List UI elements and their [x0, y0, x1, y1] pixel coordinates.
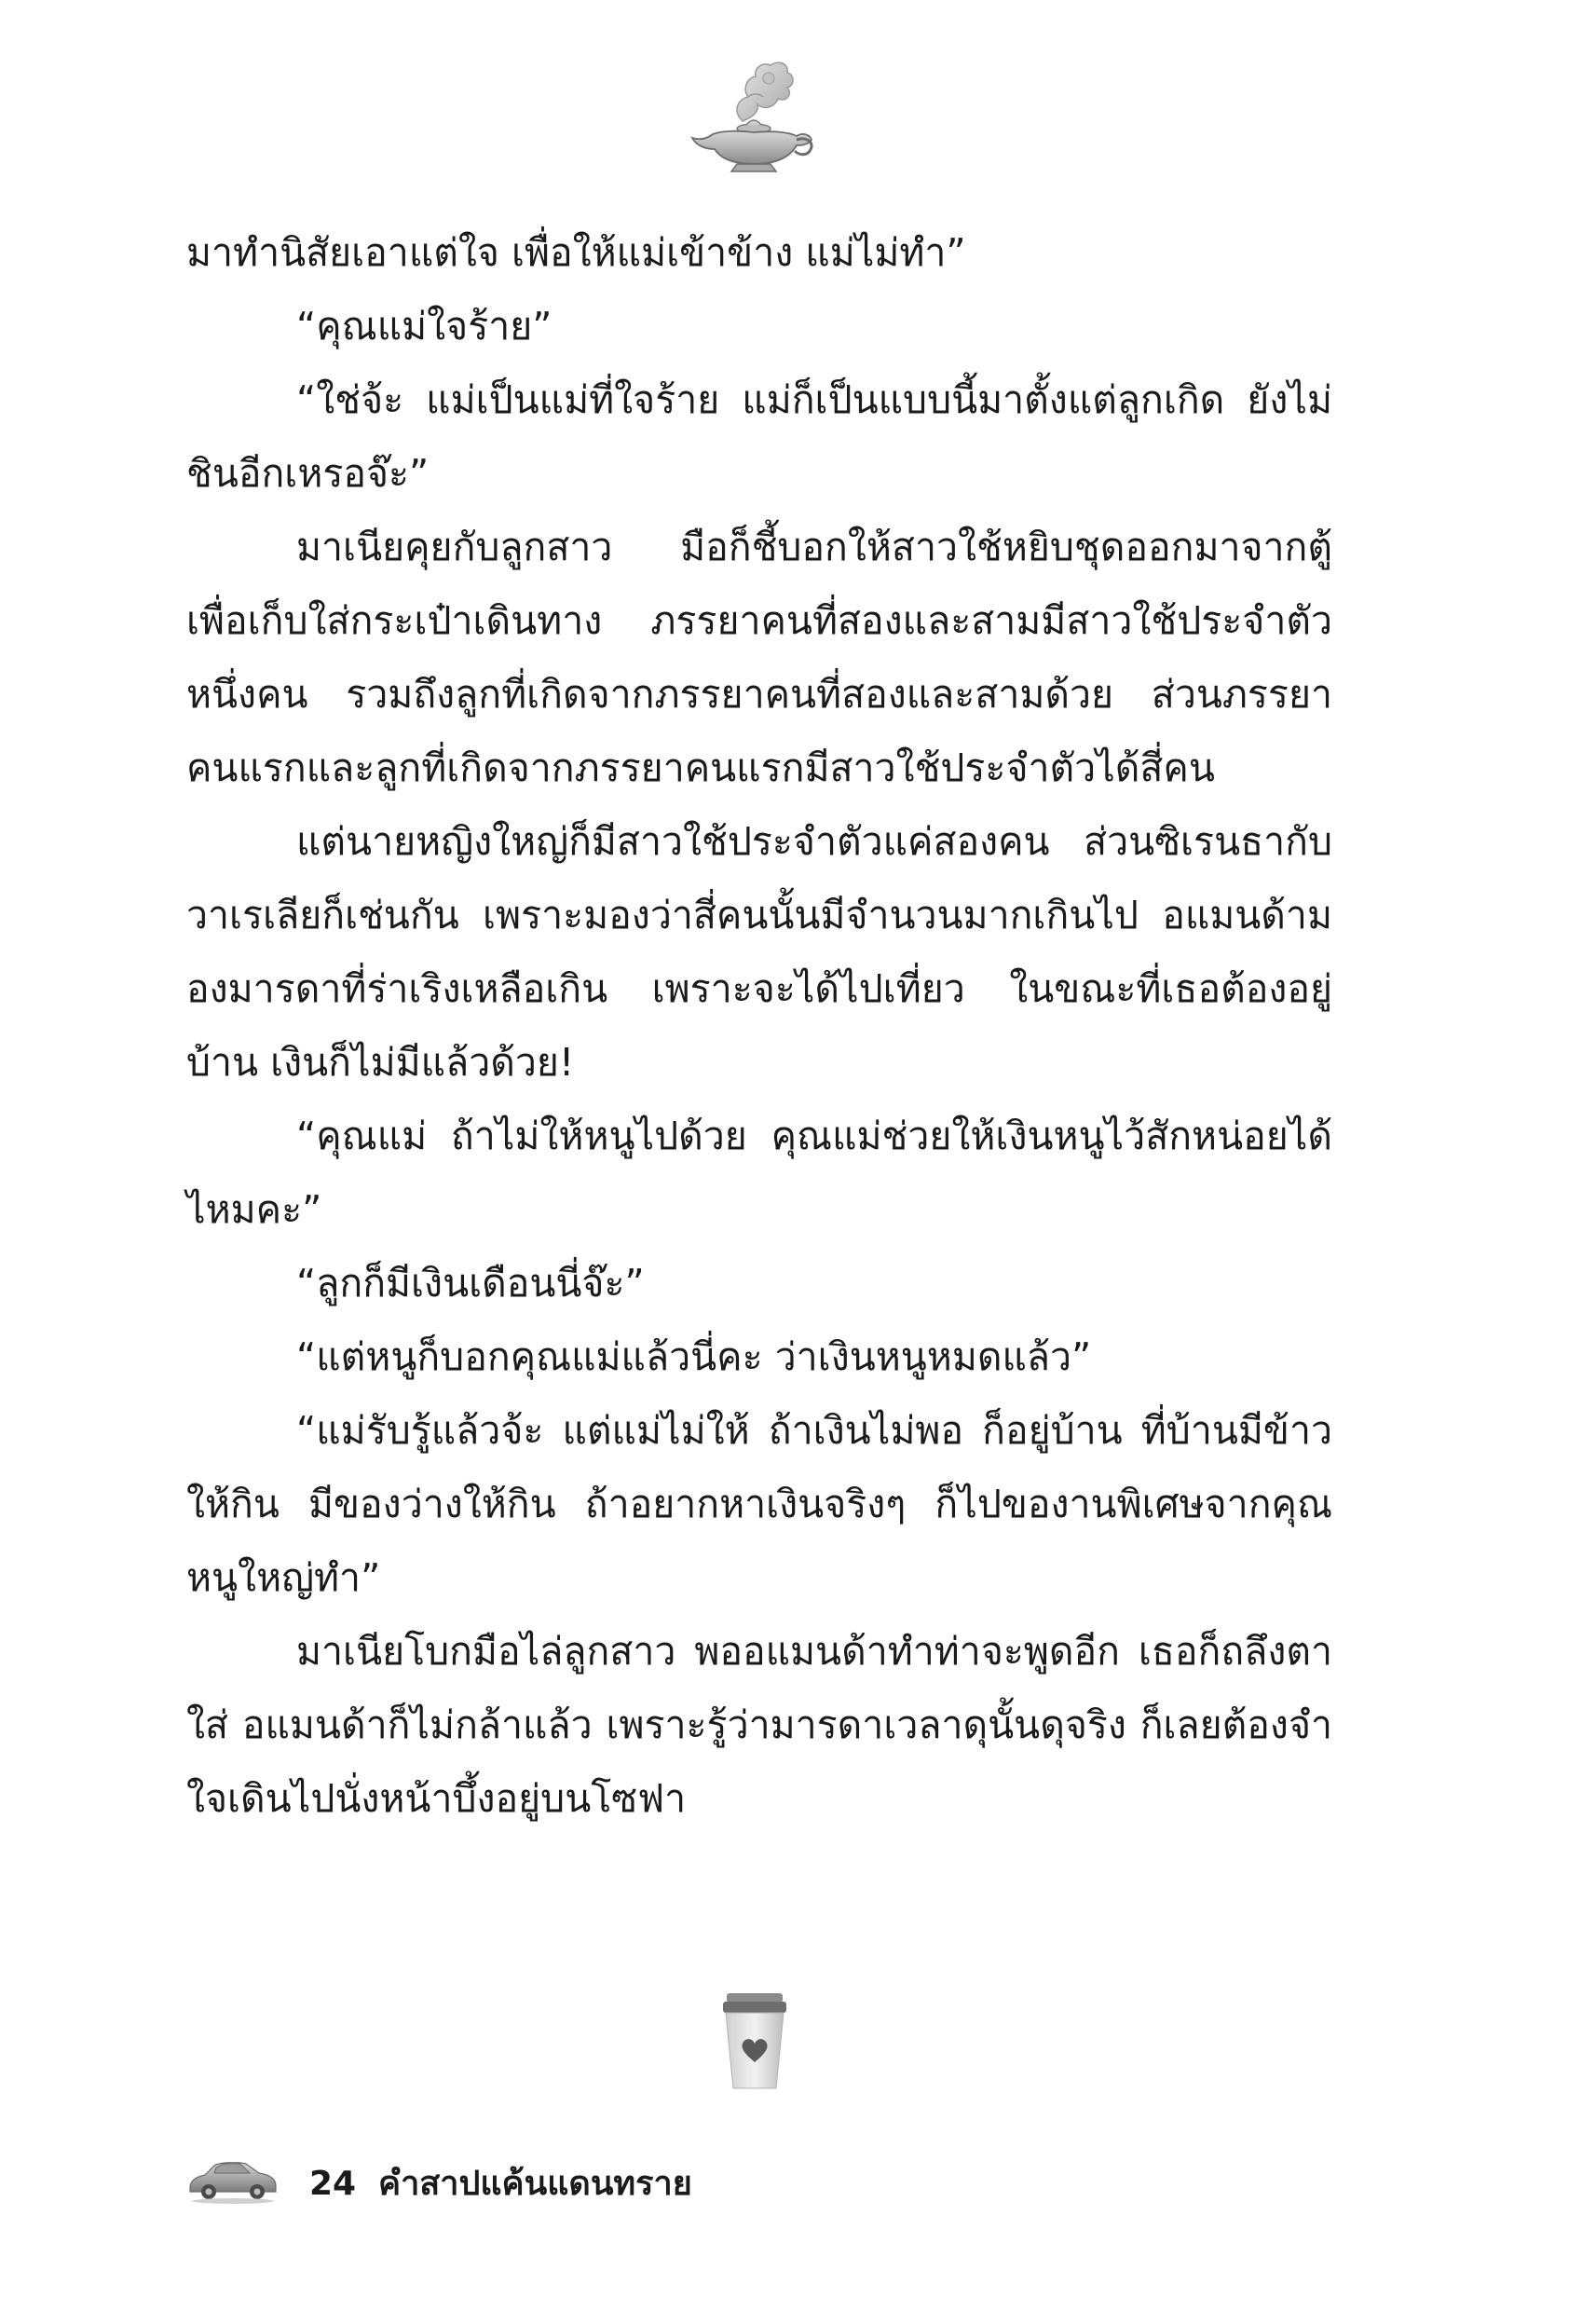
page-number: 24	[309, 2165, 357, 2203]
genie-lamp-icon	[685, 56, 825, 177]
page-footer	[186, 2153, 1025, 2227]
paragraph: “คุณแม่ ถ้าไม่ให้หนูไปด้วย คุณแม่ช่วยให้เงินหนูไว้สักหน่อยได้ไหมคะ”	[186, 1114, 1332, 1232]
paragraph: “ลูกก็มีเงินเดือนนี่จ๊ะ”	[296, 1261, 645, 1306]
paragraph: มาทำนิสัยเอาแต่ใจ เพื่อให้แม่เข้าข้าง แม่ไม่ทำ”	[186, 230, 966, 275]
chapter-body	[186, 216, 1332, 1836]
paragraph: “ใช่จ้ะ แม่เป็นแม่ที่ใจร้าย แม่ก็เป็นแบบนี้มาตั้งแต่ลูกเกิด ยังไม่ชินอีกเหรอจ๊ะ”	[186, 377, 1332, 496]
paragraph: “แต่หนูก็บอกคุณแม่แล้วนี่คะ ว่าเงินหนูหมดแล้ว”	[296, 1334, 1092, 1379]
paragraph: “คุณแม่ใจร้าย”	[296, 304, 552, 349]
paragraph: มาเนียคุยกับลูกสาว มือก็ชี้บอกให้สาวใช้หยิบชุดออกมาจากตู้ เพื่อเก็บใส่กระเป๋าเดินทาง ภรรยาคนที่สองและสามมีสาวใช้ประจำตัวหนึ่งคน รวมถึงลูกที่เกิดจากภรรยาคนที่สองและสามด้วย ส่วนภรรยาคนแรกและลูกที่เกิดจากภรรยาคนแรกมีสาวใช้ประจำตัวได้สี่คน	[186, 525, 1332, 790]
car-icon	[186, 2156, 280, 2205]
paragraph: มาเนียโบกมือไล่ลูกสาว พออแมนด้าทำท่าจะพูดอีก เธอก็ถลึงตาใส่ อแมนด้าก็ไม่กล้าแล้ว เพราะรู้ว่ามารดาเวลาดุนั้นดุจริง ก็เลยต้องจำใจเดินไปนั่งหน้าบึ้งอยู่บนโซฟา	[186, 1629, 1332, 1821]
coffee-cup-heart-icon	[721, 1990, 788, 2092]
paragraph: แต่นายหญิงใหญ่ก็มีสาวใช้ประจำตัวแค่สองคน ส่วนซิเรนธากับวาเรเลียก็เช่นกัน เพราะมองว่าสี่คนนั้นมีจำนวนมากเกินไป อแมนด้ามองมารดาที่ร่าเริงเหลือเกิน เพราะจะได้ไปเที่ยว ในขณะที่เธอต้องอยู่บ้าน เงินก็ไม่มีแล้วด้วย!	[186, 819, 1332, 1085]
paragraph: “แม่รับรู้แล้วจ้ะ แต่แม่ไม่ให้ ถ้าเงินไม่พอ ก็อยู่บ้าน ที่บ้านมีข้าวให้กิน มีของว่างให้กิน ถ้าอยากหาเงินจริงๆ ก็ไปของานพิเศษจากคุณหนูใหญ่ทำ”	[186, 1408, 1332, 1600]
book-title: คำสาปแค้นแดนทราย	[378, 2165, 692, 2203]
